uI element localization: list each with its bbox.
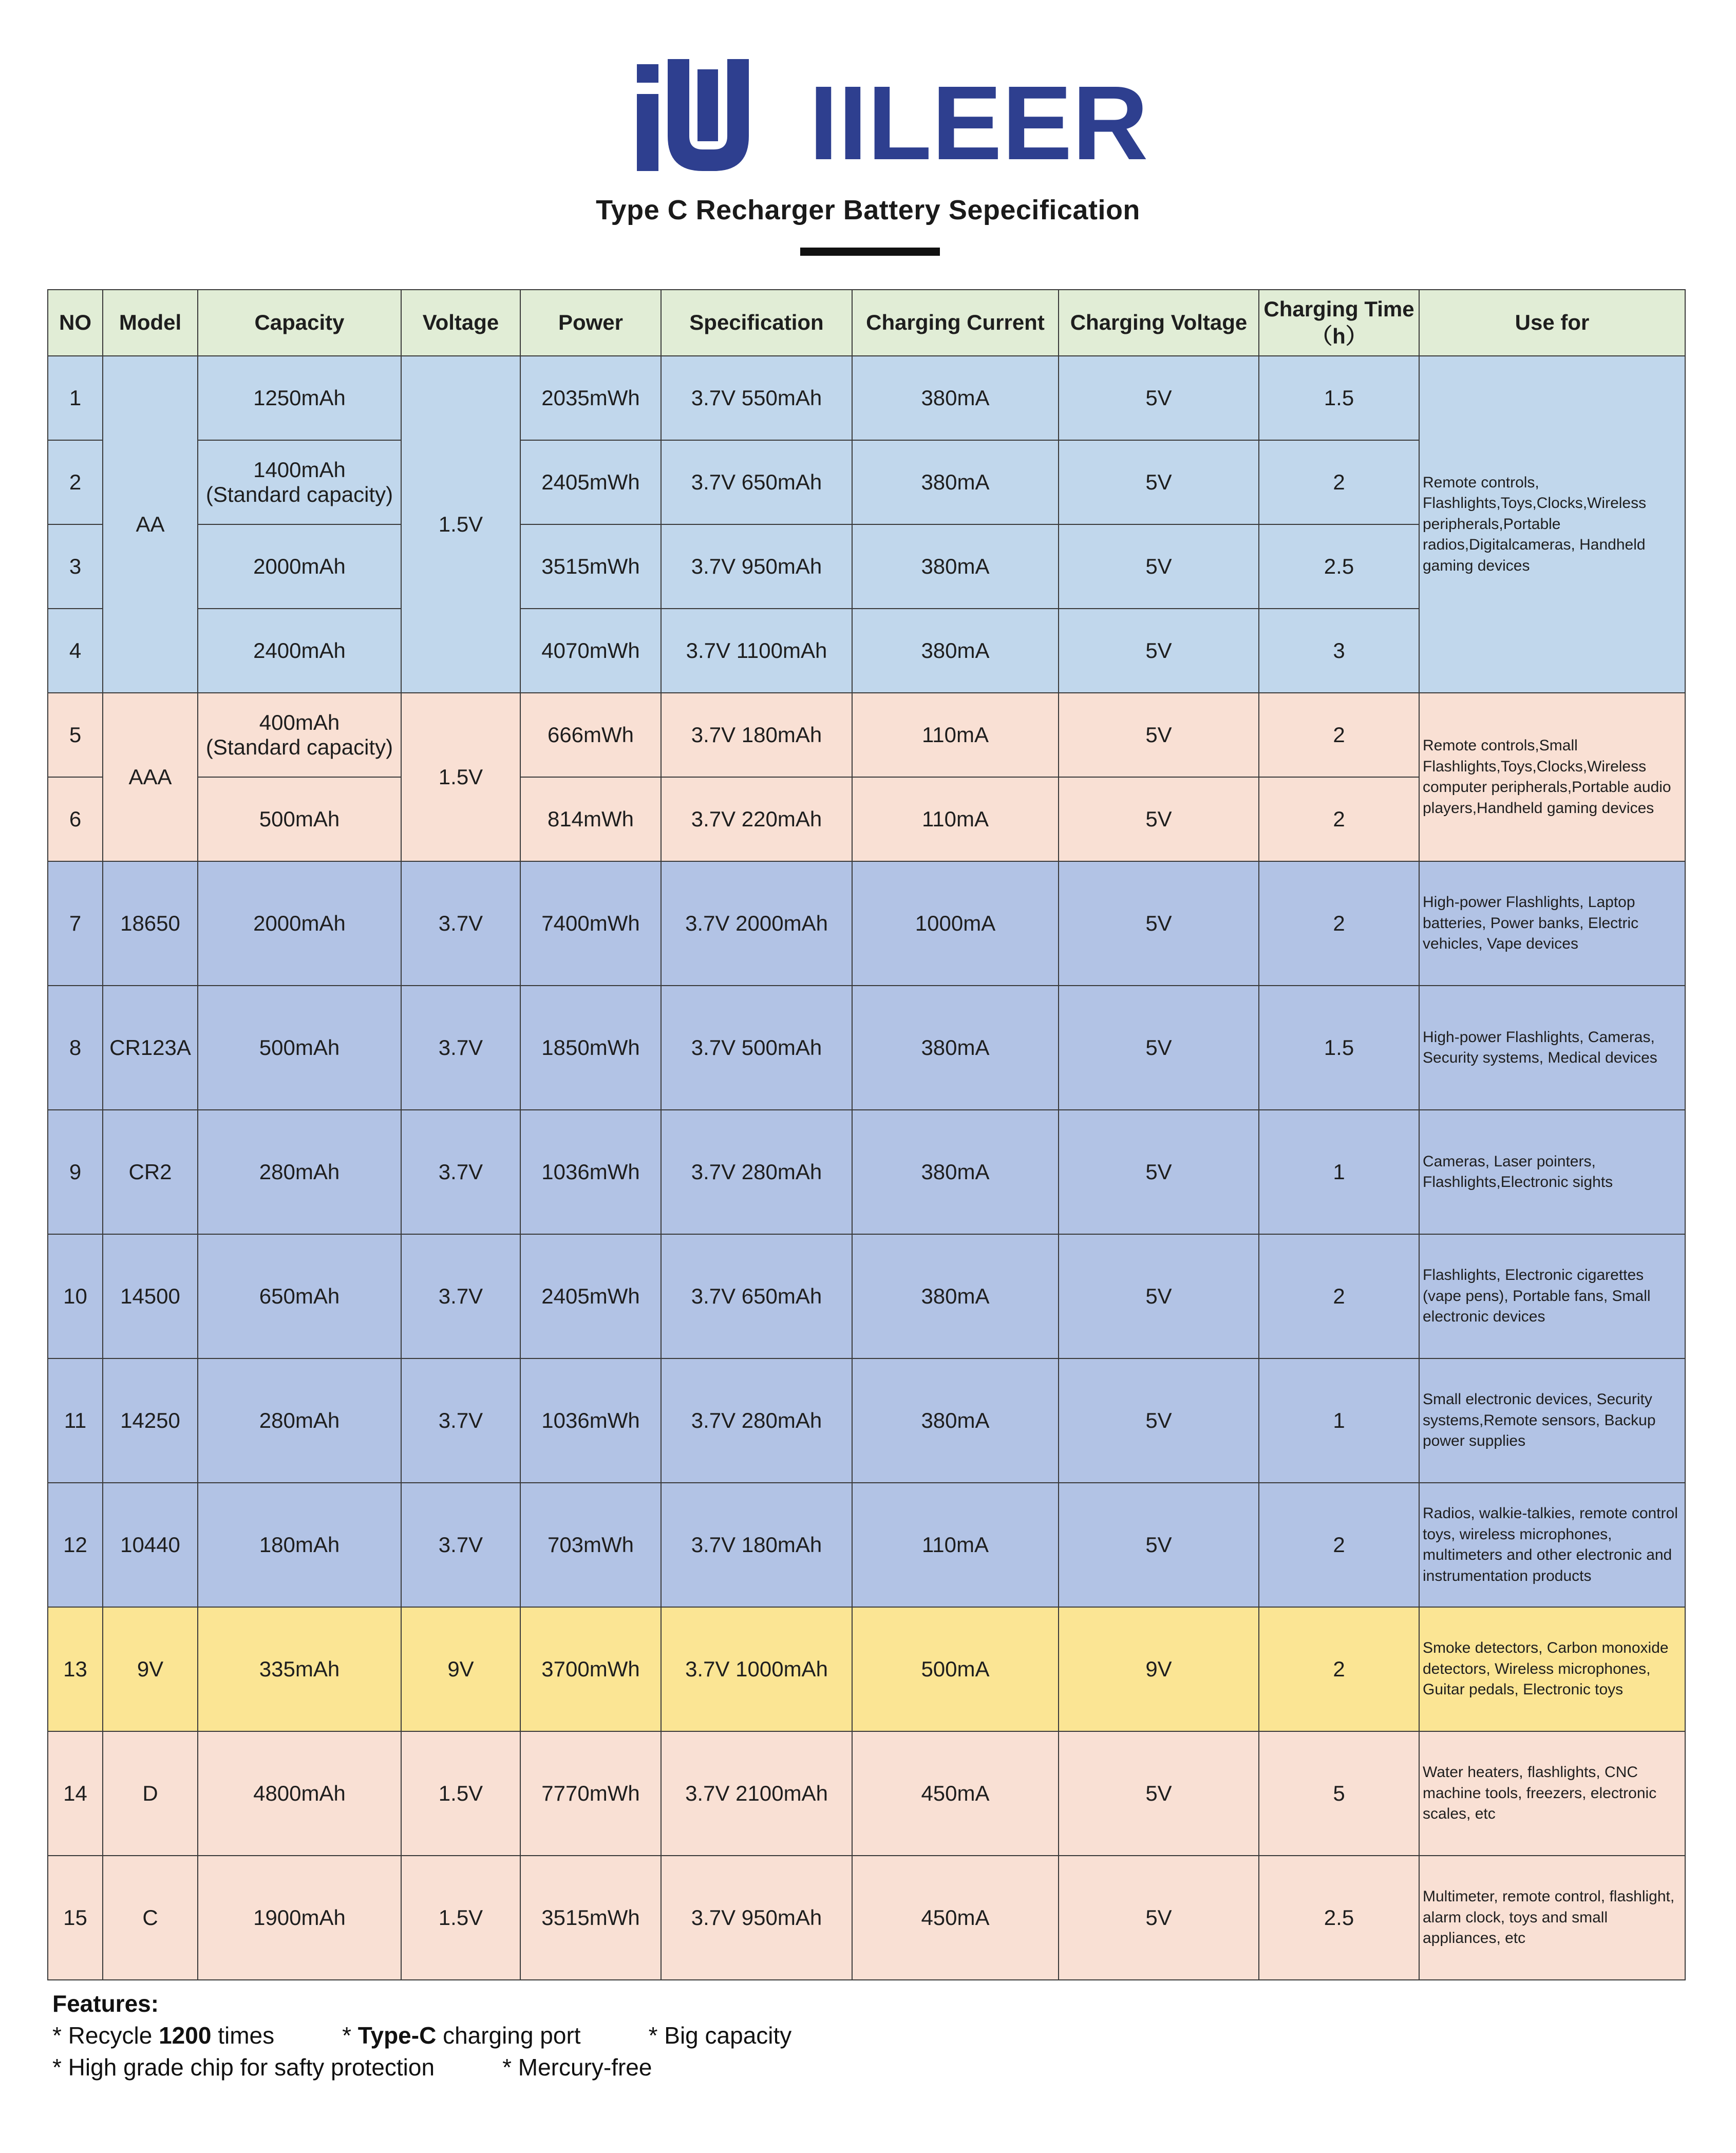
- cell-no: 11: [48, 1358, 103, 1483]
- cell-voltage: 1.5V: [401, 1856, 520, 1980]
- cell-power: 2035mWh: [520, 356, 661, 440]
- cell-use-for: Smoke detectors, Carbon monoxide detectors, Wireless microphones, Guitar pedals, Electronic toys: [1419, 1607, 1685, 1731]
- feature-typec-bold: Type-C: [357, 2022, 437, 2049]
- cell-charging-time: 1: [1259, 1110, 1419, 1234]
- brand-wordmark: IILEER: [809, 64, 1148, 182]
- header-capacity: Capacity: [198, 290, 401, 356]
- capacity-note: (Standard capacity): [205, 735, 393, 759]
- cell-charging-time: 2.5: [1259, 1856, 1419, 1980]
- cell-charging-time: 2.5: [1259, 524, 1419, 609]
- table-row: [48, 356, 1685, 440]
- cell-power: 7770mWh: [520, 1731, 661, 1856]
- cell-no: 8: [48, 986, 103, 1110]
- cell-use-for: Flashlights, Electronic cigarettes (vape pens), Portable fans, Small electronic devices: [1419, 1234, 1685, 1358]
- cell-no: 15: [48, 1856, 103, 1980]
- cell-model: 14500: [103, 1234, 198, 1358]
- cell-charging-time: 1.5: [1259, 356, 1419, 440]
- header-charging-time: [1259, 290, 1419, 356]
- cell-specification: 3.7V 950mAh: [661, 1856, 852, 1980]
- cell-capacity: 2400mAh: [198, 609, 401, 693]
- cell-model: AA: [103, 356, 198, 693]
- cell-charging-time: 1: [1259, 1358, 1419, 1483]
- feature-mercury-free: * Mercury-free: [502, 2054, 652, 2081]
- table-row: [48, 1856, 1685, 1980]
- header-power: Power: [520, 290, 661, 356]
- cell-capacity: [198, 693, 401, 777]
- table-row: [48, 1731, 1685, 1856]
- table-row: [48, 693, 1685, 777]
- cell-charging-current: 380mA: [852, 524, 1059, 609]
- cell-voltage: 3.7V: [401, 986, 520, 1110]
- cell-voltage: 1.5V: [401, 693, 520, 861]
- cell-specification: 3.7V 2000mAh: [661, 861, 852, 986]
- cell-voltage: 3.7V: [401, 1358, 520, 1483]
- page-title: Type C Recharger Battery Sepecification: [596, 195, 1140, 225]
- cell-specification: 3.7V 650mAh: [661, 1234, 852, 1358]
- header-voltage: Voltage: [401, 290, 520, 356]
- cell-charging-time: 2: [1259, 1234, 1419, 1358]
- cell-power: 666mWh: [520, 693, 661, 777]
- cell-capacity: 500mAh: [198, 986, 401, 1110]
- cell-model: 10440: [103, 1483, 198, 1607]
- header-charging-current: Charging Current: [852, 290, 1059, 356]
- header-specification: Specification: [661, 290, 852, 356]
- cell-specification: 3.7V 280mAh: [661, 1358, 852, 1483]
- cell-charging-current: 110mA: [852, 693, 1059, 777]
- cell-model: C: [103, 1856, 198, 1980]
- cell-no: 13: [48, 1607, 103, 1731]
- cell-no: 10: [48, 1234, 103, 1358]
- cell-voltage: 3.7V: [401, 1110, 520, 1234]
- cell-use-for: Cameras, Laser pointers, Flashlights,Electronic sights: [1419, 1110, 1685, 1234]
- cell-model: AAA: [103, 693, 198, 861]
- cell-charging-voltage: 5V: [1059, 524, 1259, 609]
- cell-capacity: 650mAh: [198, 1234, 401, 1358]
- cell-charging-voltage: 5V: [1059, 440, 1259, 524]
- cell-power: 1850mWh: [520, 986, 661, 1110]
- cell-power: 3515mWh: [520, 524, 661, 609]
- cell-voltage: 3.7V: [401, 1234, 520, 1358]
- cell-power: 2405mWh: [520, 1234, 661, 1358]
- cell-charging-voltage: 9V: [1059, 1607, 1259, 1731]
- cell-charging-time: 2: [1259, 1483, 1419, 1607]
- cell-power: 3700mWh: [520, 1607, 661, 1731]
- cell-charging-voltage: 5V: [1059, 609, 1259, 693]
- cell-model: 14250: [103, 1358, 198, 1483]
- cell-use-for: High-power Flashlights, Laptop batteries, Power banks, Electric vehicles, Vape devices: [1419, 861, 1685, 986]
- cell-no: 5: [48, 693, 103, 777]
- table-row: [48, 861, 1685, 986]
- cell-use-for: Small electronic devices, Security systems,Remote sensors, Backup power supplies: [1419, 1358, 1685, 1483]
- cell-capacity: 2000mAh: [198, 524, 401, 609]
- cell-power: 3515mWh: [520, 1856, 661, 1980]
- cell-model: CR123A: [103, 986, 198, 1110]
- cell-use-for: Water heaters, flashlights, CNC machine tools, freezers, electronic scales, etc: [1419, 1731, 1685, 1856]
- cell-specification: 3.7V 550mAh: [661, 356, 852, 440]
- cell-power: 2405mWh: [520, 440, 661, 524]
- header-use-for: Use for: [1419, 290, 1685, 356]
- cell-no: 6: [48, 777, 103, 861]
- cell-specification: 3.7V 2100mAh: [661, 1731, 852, 1856]
- cell-no: 9: [48, 1110, 103, 1234]
- cell-charging-voltage: 5V: [1059, 1731, 1259, 1856]
- cell-capacity: 1900mAh: [198, 1856, 401, 1980]
- cell-charging-time: 1.5: [1259, 986, 1419, 1110]
- cell-no: 1: [48, 356, 103, 440]
- battery-spec-table: [47, 289, 1686, 1980]
- cell-model: D: [103, 1731, 198, 1856]
- cell-model: 18650: [103, 861, 198, 986]
- header-charging-voltage: Charging Voltage: [1059, 290, 1259, 356]
- cell-power: 1036mWh: [520, 1110, 661, 1234]
- table-row: [48, 1110, 1685, 1234]
- feature-chip: * High grade chip for safty protection: [52, 2054, 435, 2081]
- cell-power: 703mWh: [520, 1483, 661, 1607]
- capacity-value: 400mAh: [259, 710, 340, 734]
- cell-no: 12: [48, 1483, 103, 1607]
- cell-specification: 3.7V 180mAh: [661, 693, 852, 777]
- cell-voltage: 3.7V: [401, 861, 520, 986]
- table-row: [48, 1234, 1685, 1358]
- cell-power: 4070mWh: [520, 609, 661, 693]
- feature-recycle-suffix: times: [211, 2022, 275, 2049]
- cell-charging-voltage: 5V: [1059, 861, 1259, 986]
- cell-specification: 3.7V 220mAh: [661, 777, 852, 861]
- cell-use-for: Multimeter, remote control, flashlight, alarm clock, toys and small appliances, etc: [1419, 1856, 1685, 1980]
- cell-charging-voltage: 5V: [1059, 1110, 1259, 1234]
- feature-typec: [342, 2019, 580, 2051]
- cell-charging-voltage: 5V: [1059, 356, 1259, 440]
- cell-specification: 3.7V 180mAh: [661, 1483, 852, 1607]
- feature-typec-prefix: *: [342, 2022, 358, 2049]
- table-row: [48, 1483, 1685, 1607]
- cell-no: 14: [48, 1731, 103, 1856]
- cell-charging-time: 2: [1259, 1607, 1419, 1731]
- cell-charging-current: 380mA: [852, 440, 1059, 524]
- cell-charging-current: 1000mA: [852, 861, 1059, 986]
- cell-voltage: 1.5V: [401, 1731, 520, 1856]
- cell-charging-time: 2: [1259, 440, 1419, 524]
- cell-model: CR2: [103, 1110, 198, 1234]
- capacity-note: (Standard capacity): [205, 482, 393, 506]
- cell-charging-voltage: 5V: [1059, 1856, 1259, 1980]
- cell-charging-current: 380mA: [852, 609, 1059, 693]
- cell-capacity: 500mAh: [198, 777, 401, 861]
- cell-capacity: 2000mAh: [198, 861, 401, 986]
- cell-no: 3: [48, 524, 103, 609]
- cell-no: 7: [48, 861, 103, 986]
- cell-no: 4: [48, 609, 103, 693]
- feature-recycle-count: 1200: [159, 2022, 212, 2049]
- cell-charging-current: 450mA: [852, 1856, 1059, 1980]
- table-row: [48, 1358, 1685, 1483]
- header-model: Model: [103, 290, 198, 356]
- cell-charging-time: 5: [1259, 1731, 1419, 1856]
- cell-no: 2: [48, 440, 103, 524]
- cell-power: 814mWh: [520, 777, 661, 861]
- cell-use-for: High-power Flashlights, Cameras, Security systems, Medical devices: [1419, 986, 1685, 1110]
- cell-charging-current: 110mA: [852, 777, 1059, 861]
- cell-specification: 3.7V 1100mAh: [661, 609, 852, 693]
- cell-charging-current: 380mA: [852, 356, 1059, 440]
- feature-recycle: [52, 2019, 274, 2051]
- cell-charging-current: 500mA: [852, 1607, 1059, 1731]
- header-no: NO: [48, 290, 103, 356]
- cell-capacity: 280mAh: [198, 1358, 401, 1483]
- cell-charging-current: 110mA: [852, 1483, 1059, 1607]
- cell-use-for: Remote controls,Small Flashlights,Toys,Clocks,Wireless computer peripherals,Portable audio players,Handheld gaming devices: [1419, 693, 1685, 861]
- feature-recycle-prefix: * Recycle: [52, 2022, 159, 2049]
- brand-logo: [637, 59, 1148, 182]
- features-heading: Features:: [52, 1990, 159, 2017]
- capacity-value: 1400mAh: [253, 458, 346, 482]
- cell-capacity: 1250mAh: [198, 356, 401, 440]
- cell-charging-current: 380mA: [852, 1358, 1059, 1483]
- cell-power: 7400mWh: [520, 861, 661, 986]
- cell-charging-time: 3: [1259, 609, 1419, 693]
- features-line-1: [52, 2019, 859, 2051]
- cell-voltage: 9V: [401, 1607, 520, 1731]
- cell-capacity: 335mAh: [198, 1607, 401, 1731]
- header-charging-time-label: Charging Time: [1263, 297, 1414, 321]
- title-underline: [800, 248, 940, 256]
- cell-capacity: 180mAh: [198, 1483, 401, 1607]
- cell-specification: 3.7V 650mAh: [661, 440, 852, 524]
- cell-charging-voltage: 5V: [1059, 693, 1259, 777]
- cell-use-for: Remote controls, Flashlights,Toys,Clocks,Wireless peripherals,Portable radios,Digitalcameras, Handheld gaming devices: [1419, 356, 1685, 693]
- feature-big-capacity: * Big capacity: [648, 2022, 792, 2049]
- cell-charging-voltage: 5V: [1059, 1234, 1259, 1358]
- cell-specification: 3.7V 950mAh: [661, 524, 852, 609]
- cell-specification: 3.7V 280mAh: [661, 1110, 852, 1234]
- cell-charging-current: 380mA: [852, 986, 1059, 1110]
- cell-charging-current: 450mA: [852, 1731, 1059, 1856]
- cell-charging-current: 380mA: [852, 1234, 1059, 1358]
- cell-charging-voltage: 5V: [1059, 777, 1259, 861]
- features-section: [52, 1988, 859, 2083]
- cell-specification: 3.7V 1000mAh: [661, 1607, 852, 1731]
- cell-charging-current: 380mA: [852, 1110, 1059, 1234]
- cell-use-for: Radios, walkie-talkies, remote control toys, wireless microphones, multimeters and other electronic and instrumentation products: [1419, 1483, 1685, 1607]
- feature-typec-suffix: charging port: [436, 2022, 581, 2049]
- cell-charging-time: 2: [1259, 861, 1419, 986]
- cell-model: 9V: [103, 1607, 198, 1731]
- cell-capacity: 4800mAh: [198, 1731, 401, 1856]
- cell-voltage: 1.5V: [401, 356, 520, 693]
- cell-charging-time: 2: [1259, 693, 1419, 777]
- table-row: [48, 1607, 1685, 1731]
- features-line-2: [52, 2051, 859, 2083]
- cell-charging-voltage: 5V: [1059, 1483, 1259, 1607]
- header-charging-time-unit: （h）: [1311, 324, 1367, 348]
- table-row: [48, 986, 1685, 1110]
- cell-power: 1036mWh: [520, 1358, 661, 1483]
- cell-charging-voltage: 5V: [1059, 1358, 1259, 1483]
- logo-mark: [637, 59, 749, 171]
- cell-capacity: 280mAh: [198, 1110, 401, 1234]
- cell-charging-time: 2: [1259, 777, 1419, 861]
- cell-specification: 3.7V 500mAh: [661, 986, 852, 1110]
- table-header-row: [48, 290, 1685, 356]
- cell-charging-voltage: 5V: [1059, 986, 1259, 1110]
- cell-capacity: [198, 440, 401, 524]
- cell-voltage: 3.7V: [401, 1483, 520, 1607]
